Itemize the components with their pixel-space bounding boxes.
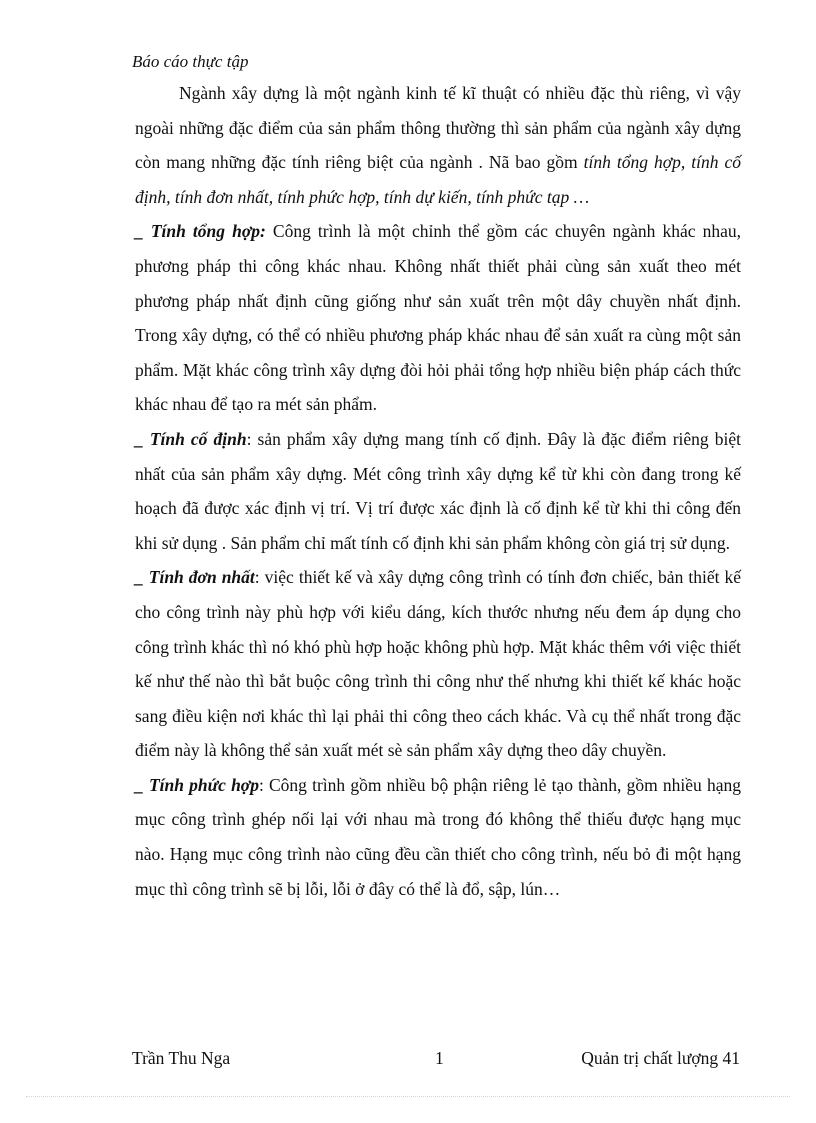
- section-paragraph: [135, 560, 741, 768]
- section-term: _ Tính phức hợp: [135, 774, 259, 795]
- page-header: [132, 52, 248, 72]
- report-title: Báo cáo thực tập: [132, 52, 249, 71]
- section-term: _ Tính cố định: [135, 428, 247, 449]
- section-text: : sản phẩm xây dựng mang tính cố định. Đây là đặc điểm riêng biệt nhất của sản phẩm xây dựng. Mét công trình xây dựng kể từ khi còn đang trong kế hoạch đã được xác định vị trí. Vị trí được xác định là cố định kể từ khi thi công đến khi sử dụng . Sản phẩm chỉ mất tính cố định khi sản phẩm không còn giá trị sử dụng.: [135, 428, 741, 553]
- intro-paragraph: [135, 76, 741, 214]
- document-body: [135, 76, 741, 906]
- section-text: Công trình là một chỉnh thể gồm các chuyên ngành khác nhau, phương pháp thi công khác nhau. Không nhất thiết phải cùng sản xuất theo mét phương pháp nhất định cũng giống như sản xuất trên một dây chuyền nhất định. Trong xây dựng, có thể có nhiều phương pháp khác nhau để sản xuất ra cùng một sản phẩm. Mặt khác công trình xây dựng đòi hỏi phải tổng hợp nhiều biện pháp cách thức khác nhau để tạo ra mét sản phẩm.: [135, 221, 741, 415]
- intro-italic-list: tính tổng hợp, tính cố định, tính đơn nhất, tính phức hợp, tính dự kiến, tính phức tạp …: [135, 152, 741, 207]
- page-bottom-divider: [26, 1096, 790, 1097]
- intro-text: Ngành xây dựng là một ngành kinh tế kĩ thuật có nhiều đặc thù riêng, vì vậy ngoài những đặc điểm của sản phẩm thông thường thì sản phẩm của ngành xây dựng còn mang những đặc tính riêng biệt của ngành . Nã bao gồm: [135, 83, 741, 173]
- page-number: 1: [435, 1048, 444, 1068]
- section-term: _ Tính tổng hợp:: [135, 221, 266, 242]
- section-paragraph: [135, 214, 741, 422]
- section-paragraph: [135, 768, 741, 906]
- section-text: : việc thiết kế và xây dựng công trình có tính đơn chiếc, bản thiết kế cho công trình này phù hợp với kiểu dáng, kích thước nhưng nếu đem áp dụng cho công trình khác thì nó khó phù hợp hoặc không phù hợp. Mặt khác thêm với việc thiết kế như thế nào thì bắt buộc công trình thi công như thế nhưng khi thiết kế khác hoặc sang điều kiện nơi khác thì lại phải thi công theo cách khác. Và cụ thể nhất trong đặc điểm này là không thể sản xuất mét sè sản phẩm xây dựng theo dây chuyền.: [135, 567, 741, 761]
- section-term: _ Tính đơn nhất: [135, 567, 255, 588]
- footer-author: Trần Thu Nga: [132, 1048, 231, 1068]
- section-text: : Công trình gồm nhiều bộ phận riêng lẻ tạo thành, gồm nhiều hạng mục công trình ghép nối lại với nhau mà trong đó không thể thiếu được hạng mục nào. Hạng mục công trình nào cũng đều cần thiết cho công trình, nếu bỏ đi một hạng mục thì công trình sẽ bị lỗi, lỗi ở đây có thể là đổ, sập, lún…: [135, 774, 741, 899]
- footer-class-name: Quản trị chất lượng 41: [581, 1048, 740, 1068]
- section-paragraph: [135, 422, 741, 560]
